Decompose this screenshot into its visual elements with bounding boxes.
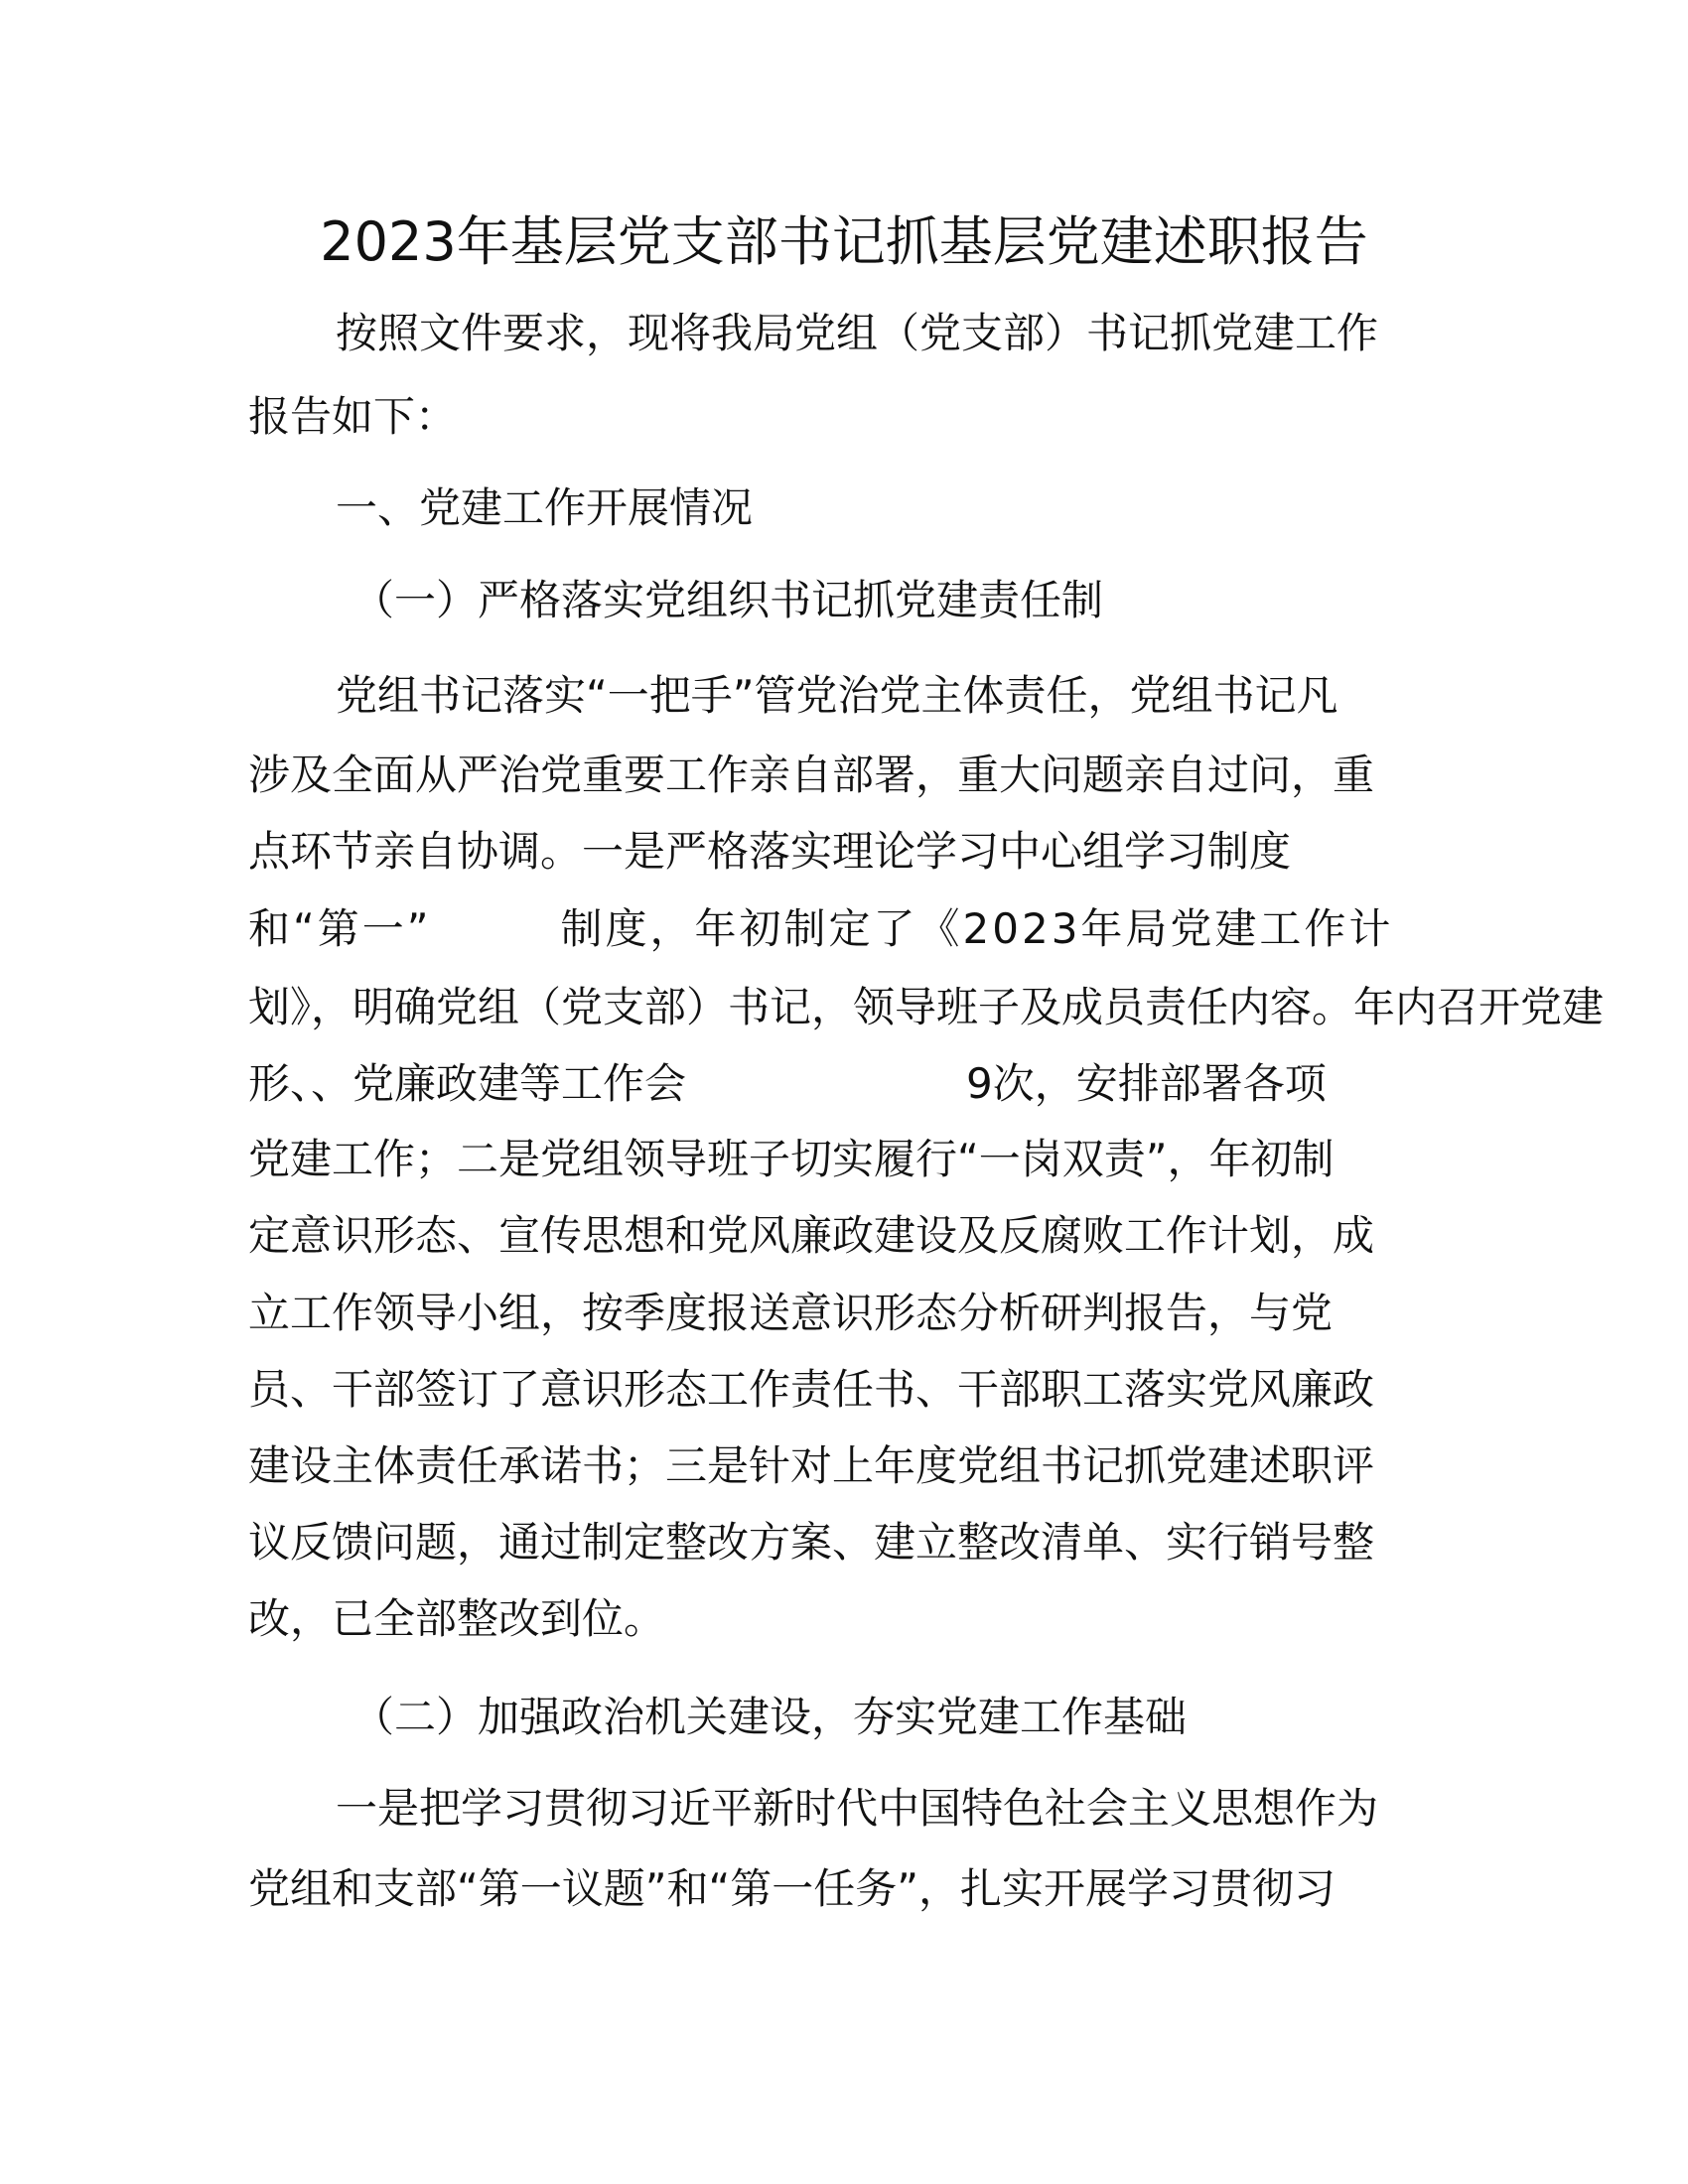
section-heading: 一、党建工作开展情况	[336, 483, 754, 532]
paragraph-line: 党建工作；二是党组领导班子切实履行“一岗双责”，年初制	[248, 1135, 1335, 1183]
paragraph-line	[248, 1054, 1440, 1114]
paragraph-line: 党组书记落实“一把手”管党治党主体责任，党组书记凡	[336, 671, 1338, 720]
document-title: 2023年基层党支部书记抓基层党建述职报告	[320, 210, 1368, 273]
intro-line-1: 按照文件要求，现将我局党组（党支部）书记抓党建工作	[336, 309, 1379, 357]
paragraph-line: 点环节亲自协调。一是严格落实理论学习中心组学习制度	[248, 827, 1292, 876]
paragraph-line	[248, 899, 1440, 959]
subsection-heading-1: （一）严格落实党组织书记抓党建责任制	[352, 576, 1104, 624]
paragraph-line: 建设主体责任承诺书；三是针对上年度党组书记抓党建述职评	[248, 1441, 1375, 1490]
paragraph-fragment: 9次，安排部署各项	[966, 1059, 1327, 1108]
paragraph-line: 党组和支部“第一议题”和“第一任务”，扎实开展学习贯彻习	[248, 1864, 1336, 1913]
paragraph-line: 一是把学习贯彻习近平新时代中国特色社会主义思想作为	[336, 1784, 1379, 1833]
subsection-heading-2: （二）加强政治机关建设，夯实党建工作基础	[352, 1693, 1188, 1741]
paragraph-line: 员、干部签订了意识形态工作责任书、干部职工落实党风廉政	[248, 1365, 1375, 1414]
paragraph-fragment: 形、、党廉政建等工作会	[248, 1059, 687, 1108]
paragraph-line: 立工作领导小组，按季度报送意识形态分析研判报告，与党	[248, 1289, 1334, 1337]
paragraph-line: 定意识形态、宣传思想和党风廉政建设及反腐败工作计划，成	[248, 1211, 1375, 1260]
paragraph-line: 议反馈问题，通过制定整改方案、建立整改清单、实行销号整	[248, 1518, 1375, 1567]
paragraph-fragment: 制度，年初制定了《2023年局党建工作计	[560, 904, 1394, 953]
paragraph-line: 划》，明确党组（党支部）书记，领导班子及成员责任内容。年内召开党建	[248, 983, 1605, 1031]
paragraph-line: 改，已全部整改到位。	[248, 1594, 666, 1643]
intro-line-2: 报告如下：	[248, 392, 458, 441]
paragraph-line: 涉及全面从严治党重要工作亲自部署，重大问题亲自过问，重	[248, 751, 1375, 799]
paragraph-fragment: 和“第一”	[248, 904, 432, 953]
